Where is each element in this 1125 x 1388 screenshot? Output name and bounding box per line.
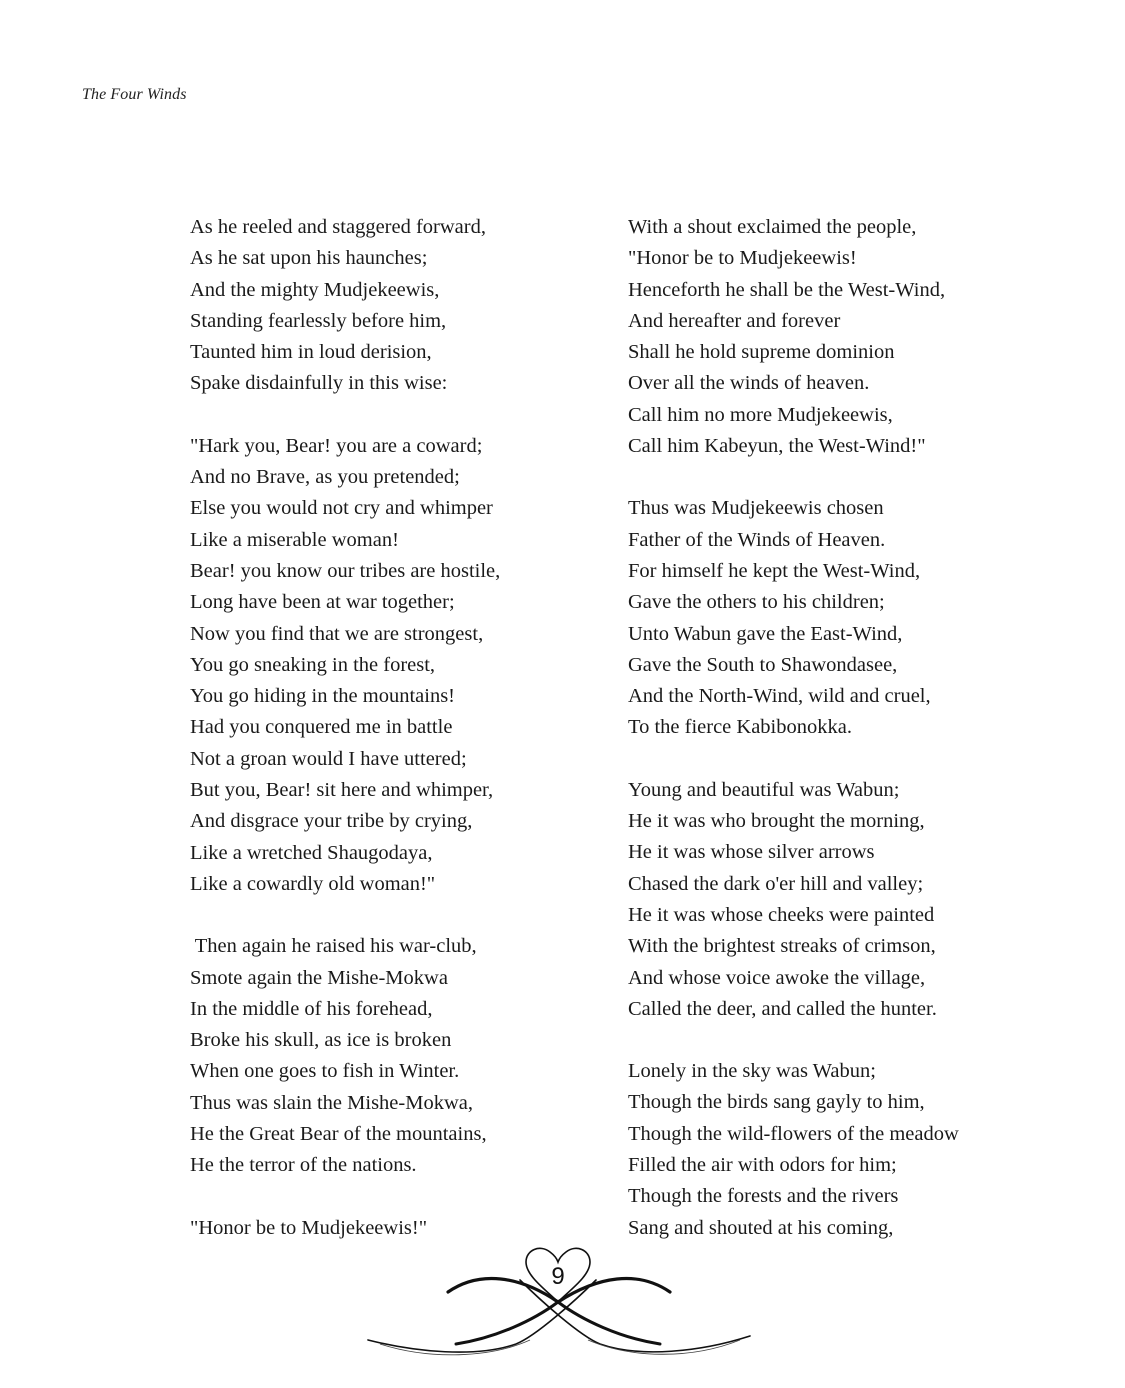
poem-line: And no Brave, as you pretended; bbox=[190, 466, 460, 489]
poem-line: Chased the dark o'er hill and valley; bbox=[628, 872, 924, 895]
poem-line: For himself he kept the West-Wind, bbox=[628, 559, 921, 582]
stanza bbox=[628, 1056, 1028, 1244]
poem-line: Though the birds sang gayly to him, bbox=[628, 1091, 925, 1114]
poem-line: And the North-Wind, wild and cruel, bbox=[628, 685, 931, 708]
poem-line: Not a groan would I have uttered; bbox=[190, 747, 467, 770]
poem-line: Taunted him in loud derision, bbox=[190, 341, 432, 364]
poem-column-left bbox=[190, 212, 610, 1275]
poem-line: Young and beautiful was Wabun; bbox=[628, 778, 900, 801]
poem-line: And the mighty Mudjekeewis, bbox=[190, 278, 440, 301]
poem-line: Called the deer, and called the hunter. bbox=[628, 997, 937, 1020]
poem-line: He the terror of the nations. bbox=[190, 1154, 417, 1177]
poem-column-right bbox=[628, 212, 1028, 1275]
poem-line: Filled the air with odors for him; bbox=[628, 1154, 897, 1177]
poem-line: When one goes to fish in Winter. bbox=[190, 1060, 460, 1083]
poem-line: Lonely in the sky was Wabun; bbox=[628, 1060, 876, 1083]
poem-line: With a shout exclaimed the people, bbox=[628, 216, 917, 238]
poem-line: Like a cowardly old woman!" bbox=[190, 872, 436, 895]
poem-line: "Hark you, Bear! you are a coward; bbox=[190, 434, 483, 457]
poem-line: Over all the winds of heaven. bbox=[628, 372, 870, 395]
poem-line: Now you find that we are strongest, bbox=[190, 622, 484, 645]
poem-line: In the middle of his forehead, bbox=[190, 997, 433, 1020]
poem-line: He it was whose cheeks were painted bbox=[628, 903, 935, 926]
poem-line: You go hiding in the mountains! bbox=[190, 685, 455, 708]
poem-line: Gave the South to Shawondasee, bbox=[628, 653, 898, 676]
poem-line: Else you would not cry and whimper bbox=[190, 497, 493, 520]
stanza bbox=[190, 931, 610, 1181]
poem-line: Thus was slain the Mishe-Mokwa, bbox=[190, 1091, 473, 1114]
poem-line: Though the wild-flowers of the meadow bbox=[628, 1122, 959, 1145]
poem-line: Like a wretched Shaugodaya, bbox=[190, 841, 433, 864]
poem-line: With the brightest streaks of crimson, bbox=[628, 935, 936, 958]
stanza bbox=[628, 212, 1028, 462]
poem-line: Thus was Mudjekeewis chosen bbox=[628, 497, 884, 520]
poem-line: You go sneaking in the forest, bbox=[190, 653, 436, 676]
poem-line: Then again he raised his war-club, bbox=[190, 935, 477, 958]
poem-line: Gave the others to his children; bbox=[628, 591, 885, 614]
poem-line: Had you conquered me in battle bbox=[190, 716, 453, 739]
poem-line: Call him Kabeyun, the West-Wind!" bbox=[628, 435, 926, 458]
poem-line: As he reeled and staggered forward, bbox=[190, 216, 486, 238]
stanza bbox=[628, 493, 1028, 743]
poem-line: Call him no more Mudjekeewis, bbox=[628, 403, 893, 426]
poem-line: Unto Wabun gave the East-Wind, bbox=[628, 622, 903, 645]
poem-line: Spake disdainfully in this wise: bbox=[190, 372, 448, 395]
poem-line: Henceforth he shall be the West-Wind, bbox=[628, 278, 946, 301]
stanza bbox=[190, 431, 610, 900]
poem-line: Broke his skull, as ice is broken bbox=[190, 1029, 452, 1052]
poem-line: And disgrace your tribe by crying, bbox=[190, 810, 473, 833]
poem-line: As he sat upon his haunches; bbox=[190, 247, 428, 270]
running-header: The Four Winds bbox=[82, 86, 187, 103]
poem-line: Bear! you know our tribes are hostile, bbox=[190, 559, 501, 582]
heart-swirl-ornament-icon bbox=[360, 1240, 760, 1370]
poem-line: Sang and shouted at his coming, bbox=[628, 1216, 894, 1239]
page-number: 9 bbox=[551, 1263, 565, 1290]
poem-line: And whose voice awoke the village, bbox=[628, 966, 926, 989]
poem-line: He it was who brought the morning, bbox=[628, 810, 925, 833]
poem-line: Though the forests and the rivers bbox=[628, 1185, 899, 1208]
poem-line: Father of the Winds of Heaven. bbox=[628, 528, 886, 551]
poem-line: And hereafter and forever bbox=[628, 309, 841, 332]
stanza bbox=[190, 212, 610, 400]
poem-line: "Honor be to Mudjekeewis!" bbox=[190, 1216, 428, 1239]
stanza bbox=[628, 775, 1028, 1025]
poem-line: Smote again the Mishe-Mokwa bbox=[190, 966, 448, 989]
poem-line: Standing fearlessly before him, bbox=[190, 309, 447, 332]
poem-line: He it was whose silver arrows bbox=[628, 841, 875, 864]
poem-line: Long have been at war together; bbox=[190, 591, 455, 614]
poem-line: To the fierce Kabibonokka. bbox=[628, 716, 852, 739]
poem-line: He the Great Bear of the mountains, bbox=[190, 1123, 487, 1146]
poem-line: Like a miserable woman! bbox=[190, 528, 399, 551]
poem-line: But you, Bear! sit here and whimper, bbox=[190, 779, 494, 802]
poem-line: Shall he hold supreme dominion bbox=[628, 341, 895, 364]
poem-line: "Honor be to Mudjekeewis! bbox=[628, 247, 857, 270]
